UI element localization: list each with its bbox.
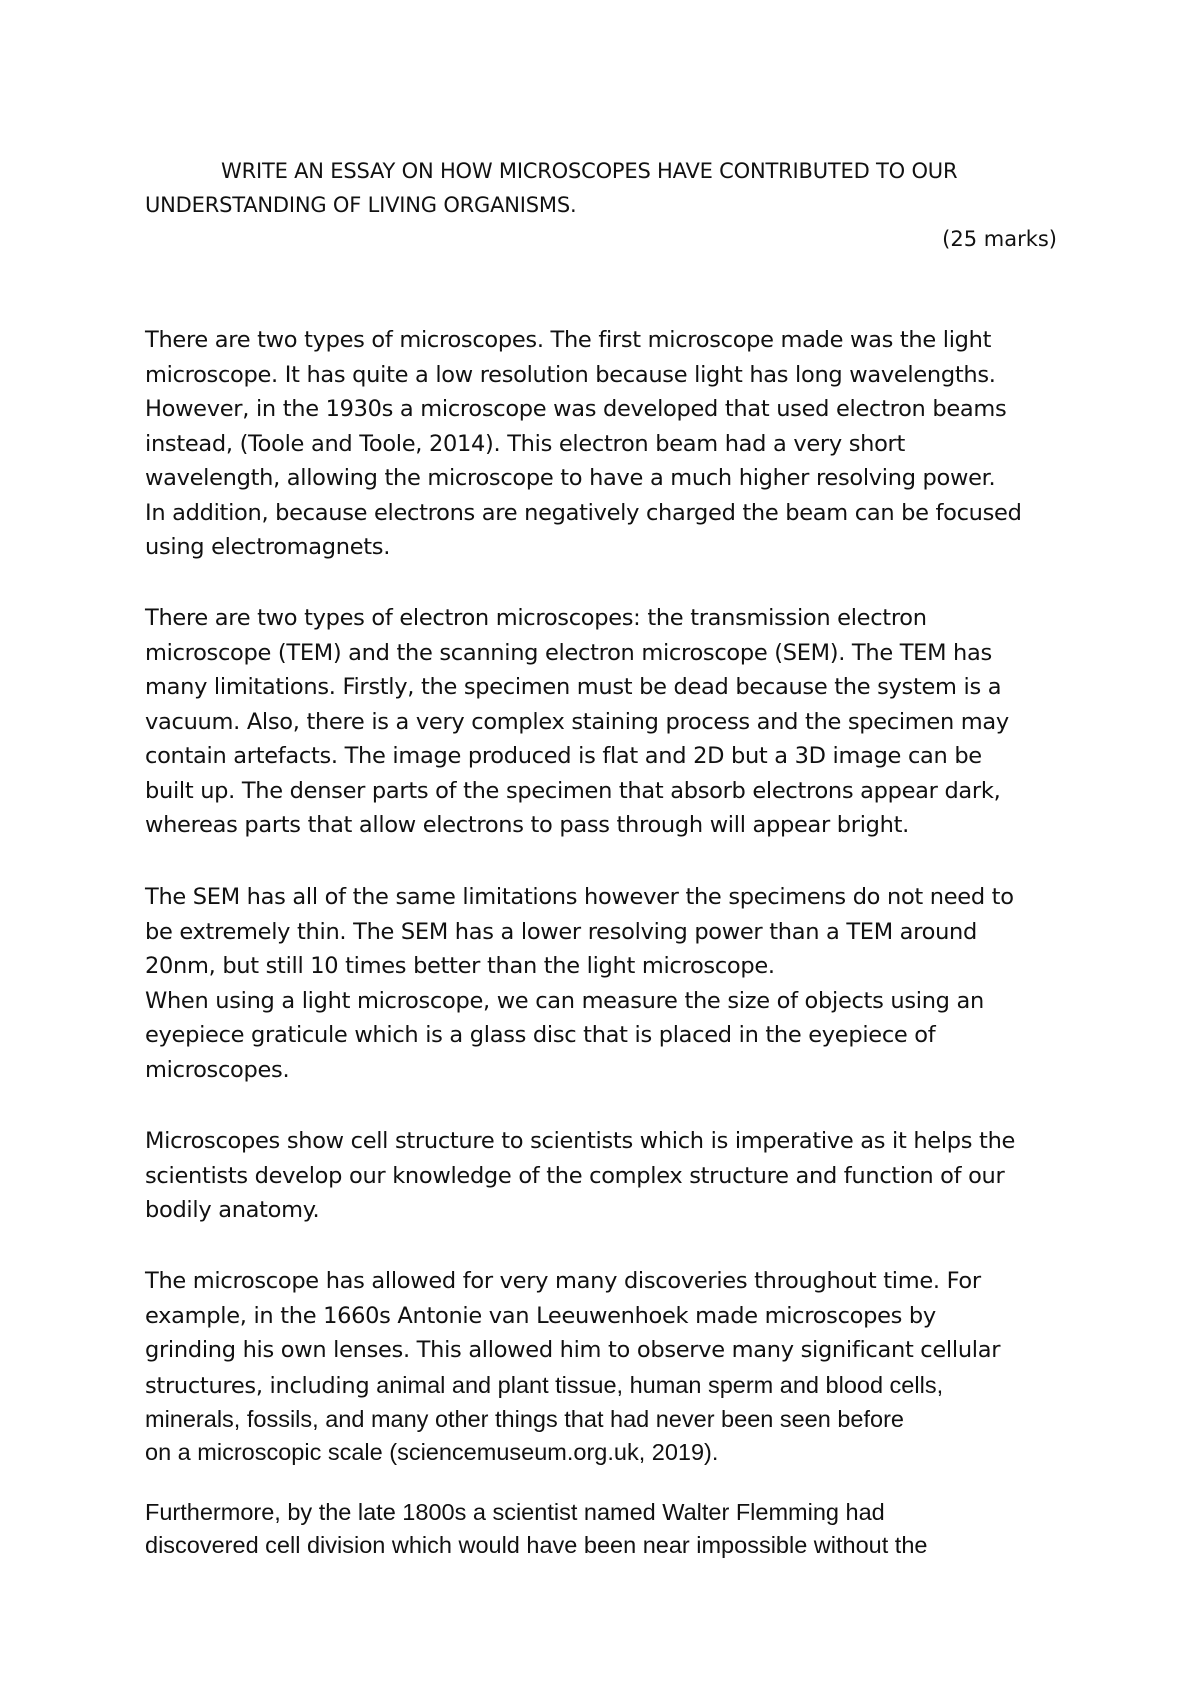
text-line: bodily anatomy.	[145, 1197, 320, 1223]
text-line: instead, (Toole and Toole, 2014). This electron beam had a very short	[145, 430, 906, 457]
text-line: The SEM has all of the same limitations however the specimens do not need to	[145, 884, 1014, 910]
paragraph-discoveries-continued	[145, 1403, 1075, 1469]
text-line: using electromagnets.	[145, 534, 391, 560]
text-line: built up. The denser parts of the specimen that absorb electrons appear dark,	[145, 777, 1001, 804]
paragraph-cell-division	[145, 1496, 1075, 1562]
paragraph-light-vs-electron	[145, 323, 1075, 565]
text-line: 20nm, but still 10 times better than the light microscope.	[145, 953, 775, 979]
text-line: many limitations. Firstly, the specimen must be dead because the system is a	[145, 674, 1002, 700]
text-line: microscope. It has quite a low resolution because light has long wavelengths.	[145, 361, 996, 388]
paragraph-discoveries	[145, 1264, 1075, 1403]
text-line: be extremely thin. The SEM has a lower resolving power than a TEM around	[145, 918, 977, 945]
text-line: grinding his own lenses. This allowed him to observe many significant cellular	[145, 1337, 1001, 1363]
text-line: There are two types of microscopes. The first microscope made was the light	[145, 327, 992, 353]
text-line: microscopes.	[145, 1056, 290, 1083]
text-line: In addition, because electrons are negatively charged the beam can be focused	[145, 499, 1022, 526]
text-line: eyepiece graticule which is a glass disc that is placed in the eyepiece of	[145, 1022, 936, 1048]
essay-question-line-1: WRITE AN ESSAY ON HOW MICROSCOPES HAVE CONTRIBUTED TO OUR	[221, 159, 958, 183]
text-line: Microscopes show cell structure to scientists which is imperative as it helps the	[145, 1128, 1016, 1154]
text-line: on a microscopic scale (sciencemuseum.org.uk, 2019).	[145, 1439, 719, 1465]
essay-question-line-2: UNDERSTANDING OF LIVING ORGANISMS.	[145, 193, 577, 217]
text-line: Furthermore, by the late 1800s a scientist named Walter Flemming had	[145, 1499, 885, 1525]
text-line: However, in the 1930s a microscope was developed that used electron beams	[145, 396, 1007, 422]
text-line: wavelength, allowing the microscope to have a much higher resolving power.	[145, 465, 996, 491]
text-line: discovered cell division which would have been near impossible without the	[145, 1532, 928, 1558]
text-line-mixed	[145, 1368, 1075, 1404]
text-line: microscope (TEM) and the scanning electron microscope (SEM). The TEM has	[145, 639, 992, 666]
text-line: contain artefacts. The image produced is flat and 2D but a 3D image can be	[145, 743, 982, 769]
marks-allocation: (25 marks)	[942, 227, 1057, 251]
essay-question	[145, 154, 1065, 222]
paragraph-cell-structure	[145, 1124, 1075, 1228]
text-segment: structures, including	[145, 1372, 377, 1399]
paragraph-tem-sem	[145, 601, 1075, 843]
text-line: whereas parts that allow electrons to pass through will appear bright.	[145, 812, 909, 838]
text-line: example, in the 1660s Antonie van Leeuwenhoek made microscopes by	[145, 1302, 936, 1329]
text-line: The microscope has allowed for very many discoveries throughout time. For	[145, 1268, 981, 1294]
text-line: minerals, fossils, and many other things that had never been seen before	[145, 1406, 904, 1432]
text-line: scientists develop our knowledge of the complex structure and function of our	[145, 1162, 1005, 1189]
text-line: When using a light microscope, we can measure the size of objects using an	[145, 987, 984, 1014]
paragraph-sem-graticule	[145, 880, 1075, 1087]
text-line: vacuum. Also, there is a very complex staining process and the specimen may	[145, 708, 1009, 735]
text-line: There are two types of electron microscopes: the transmission electron	[145, 605, 927, 631]
text-segment: animal and plant tissue, human sperm and blood cells,	[376, 1371, 944, 1398]
